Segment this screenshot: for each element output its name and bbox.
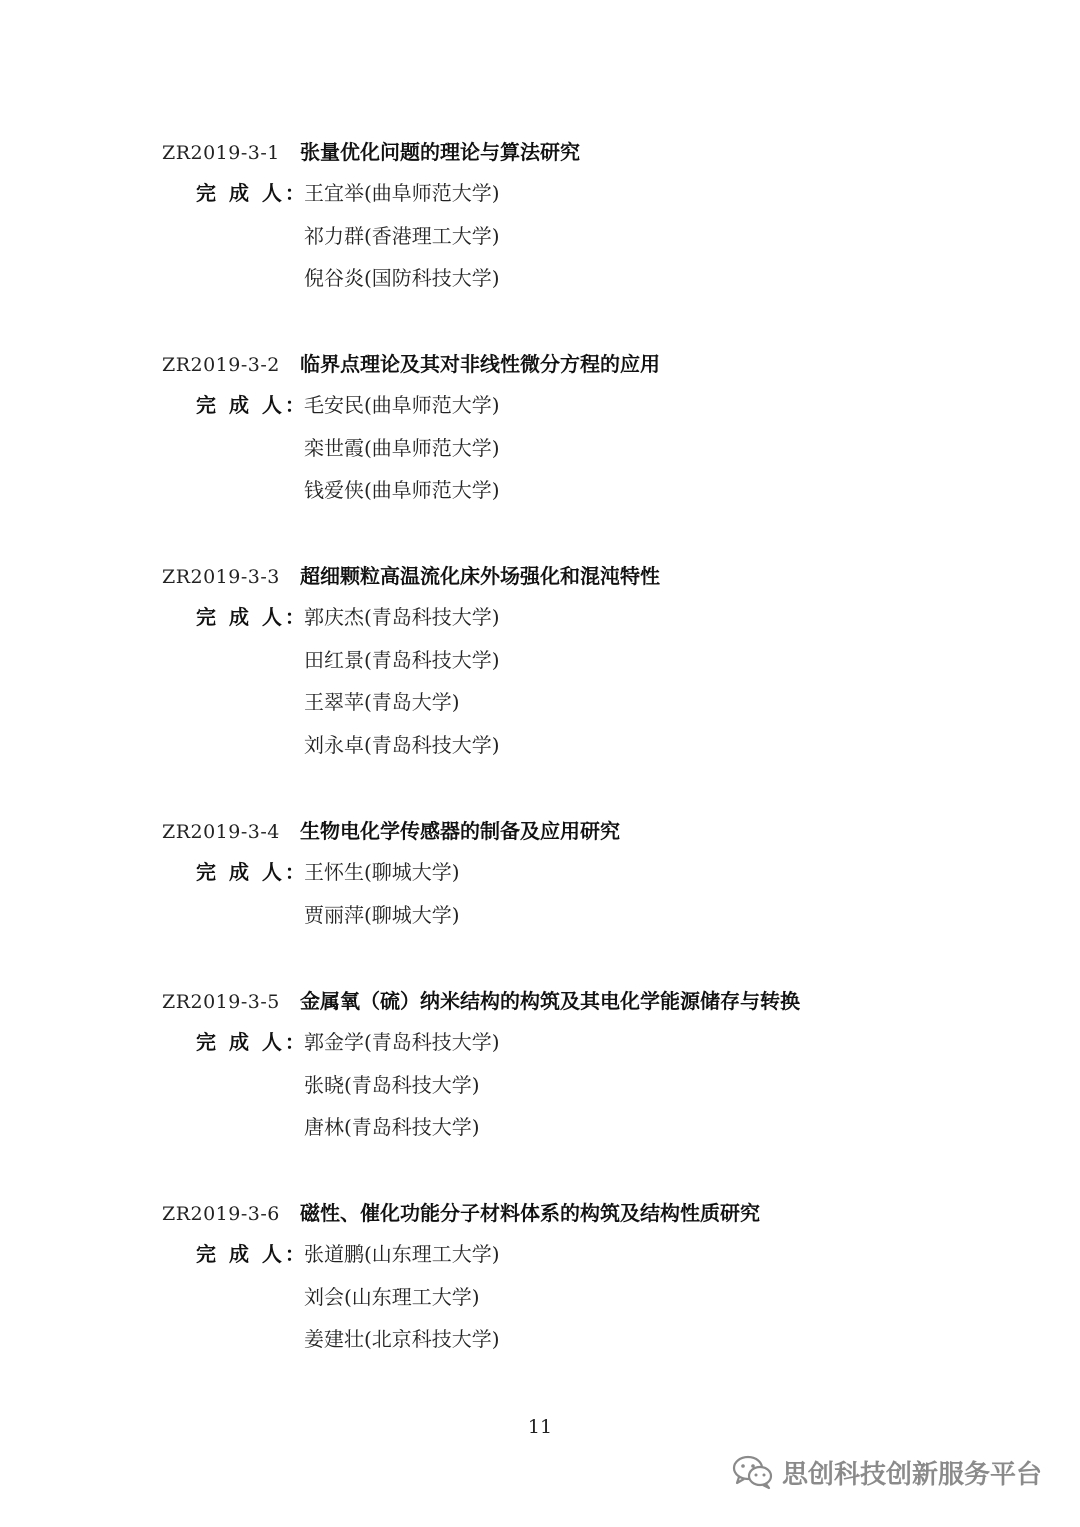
person-name: 王翠苹(青岛大学) (304, 690, 460, 714)
person-name: 张道鹏(山东理工大学) (304, 1242, 500, 1266)
person-row (162, 724, 1042, 767)
person-row (162, 1276, 1042, 1319)
award-entry (162, 811, 1042, 936)
entry-header (162, 344, 1042, 384)
person-name: 刘永卓(青岛科技大学) (304, 732, 500, 757)
person-name: 倪谷炎(国防科技大学) (304, 266, 500, 290)
person-name: 田红景(青岛科技大学) (304, 647, 500, 672)
entry-title: 张量优化问题的理论与算法研究 (300, 140, 580, 164)
person-row (162, 1318, 1042, 1361)
person-name: 贾丽萍(聊城大学) (304, 902, 460, 927)
award-entry (162, 981, 1042, 1149)
person-name: 祁力群(香港理工大学) (304, 223, 500, 248)
entry-title: 超细颗粒高温流化床外场强化和混沌特性 (300, 564, 660, 588)
person-name: 栾世霞(曲阜师范大学) (304, 435, 500, 460)
person-name: 钱爱侠(曲阜师范大学) (304, 478, 500, 502)
completers-label: 完 成 人： (196, 1030, 308, 1054)
person-row (162, 1021, 1042, 1064)
completers-label: 完 成 人： (196, 181, 308, 205)
entry-code: ZR2019-3-5 (162, 991, 280, 1013)
watermark (732, 1452, 1042, 1492)
award-entry (162, 344, 1042, 512)
person-name: 郭金学(青岛科技大学) (304, 1030, 500, 1054)
person-row (162, 427, 1042, 470)
person-name: 郭庆杰(青岛科技大学) (304, 605, 500, 629)
award-entry (162, 1193, 1042, 1361)
person-row (162, 681, 1042, 724)
person-name: 王宜举(曲阜师范大学) (304, 181, 500, 205)
completers-label: 完 成 人： (196, 393, 308, 417)
award-entry (162, 132, 1042, 300)
person-row (162, 384, 1042, 427)
entry-header (162, 1193, 1042, 1233)
entry-title: 生物电化学传感器的制备及应用研究 (300, 819, 620, 843)
page-number: 11 (527, 1416, 553, 1438)
watermark-text: 思创科技创新服务平台 (781, 1459, 1042, 1490)
person-row (162, 1233, 1042, 1276)
wechat-icon (732, 1454, 774, 1490)
entry-header (162, 811, 1042, 851)
person-row (162, 257, 1042, 300)
person-row (162, 469, 1042, 512)
completers-label: 完 成 人： (196, 605, 308, 629)
entry-code: ZR2019-3-6 (162, 1203, 280, 1225)
person-row (162, 215, 1042, 258)
entry-code: ZR2019-3-1 (162, 142, 280, 164)
person-name: 毛安民(曲阜师范大学) (304, 393, 500, 417)
award-entry (162, 556, 1042, 766)
completers-label: 完 成 人： (196, 860, 308, 884)
person-name: 唐林(青岛科技大学) (304, 1115, 480, 1139)
entry-title: 临界点理论及其对非线性微分方程的应用 (300, 352, 660, 376)
person-name: 姜建壮(北京科技大学) (304, 1327, 500, 1351)
person-name: 张晓(青岛科技大学) (304, 1072, 480, 1097)
person-row (162, 851, 1042, 894)
person-row (162, 1106, 1042, 1149)
person-name: 王怀生(聊城大学) (304, 860, 460, 884)
completers-label: 完 成 人： (196, 1242, 308, 1266)
entry-header (162, 556, 1042, 596)
entry-code: ZR2019-3-4 (162, 821, 280, 843)
person-row (162, 596, 1042, 639)
person-row (162, 172, 1042, 215)
entry-code: ZR2019-3-3 (162, 566, 280, 588)
entry-title: 磁性、催化功能分子材料体系的构筑及结构性质研究 (300, 1201, 760, 1225)
entry-code: ZR2019-3-2 (162, 354, 280, 376)
person-row (162, 1064, 1042, 1107)
entry-header (162, 132, 1042, 172)
entry-header (162, 981, 1042, 1021)
person-row (162, 639, 1042, 682)
person-row (162, 894, 1042, 937)
person-name: 刘会(山东理工大学) (304, 1284, 480, 1309)
entry-title: 金属氧（硫）纳米结构的构筑及其电化学能源储存与转换 (300, 989, 800, 1013)
